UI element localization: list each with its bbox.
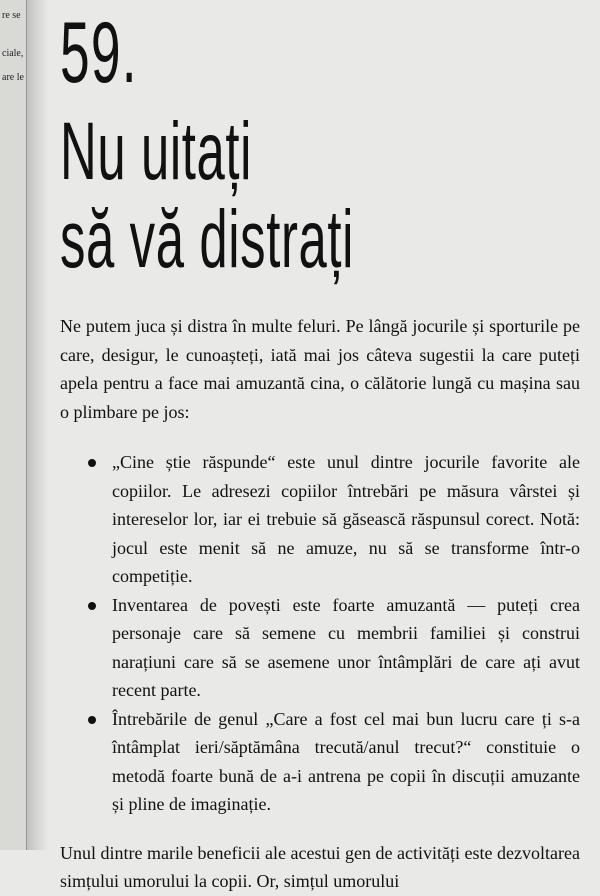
bullet-icon bbox=[88, 716, 96, 724]
body-text bbox=[60, 312, 580, 896]
chapter-title bbox=[60, 108, 354, 284]
list-item bbox=[88, 705, 580, 819]
list-item bbox=[88, 591, 580, 705]
list-item-text: Întrebările de genul „Care a fost cel mai bun lucru care ți s-a întâmplat ieri/săptămâna trecută/anul trecut?“ constituie o metodă foarte bună de a-i antrena pe copii în discuții amuzante și pline de imaginație. bbox=[112, 708, 580, 814]
gutter-fragment: ciale, bbox=[2, 48, 24, 59]
gutter-fragment: are le bbox=[2, 72, 24, 83]
list-item-text: Inventarea de povești este foarte amuzantă — puteți crea personaje care să semene cu membrii familiei și construi narațiuni care să se asemene unor întâmplări de care ați avut recent parte. bbox=[112, 594, 580, 700]
chapter-title-line: Nu uitați bbox=[60, 106, 253, 197]
intro-text: Ne putem juca și distra în multe feluri. Pe lângă jocurile și sporturile pe care, desigur, le cunoașteți, iată mai jos câteva sugestii la care puteți apela pentru a face mai amuzantă cina, o călătorie lungă cu mașina sau o plimbare pe jos: bbox=[60, 316, 580, 422]
gutter-fragment: re se bbox=[2, 10, 21, 21]
list-item bbox=[88, 448, 580, 591]
chapter-title-line: să vă distrați bbox=[60, 194, 355, 285]
bullet-icon bbox=[88, 459, 96, 467]
book-page bbox=[60, 0, 580, 891]
bullet-icon bbox=[88, 602, 96, 610]
closing-paragraph bbox=[60, 839, 580, 896]
suggestion-list bbox=[60, 448, 580, 819]
list-item-text: „Cine știe răspunde“ este unul dintre jocurile favorite ale copiilor. Le adresezi copiilor întrebări pe măsura vârstei și intereselor lor, iar ei trebuie să găsească răspunsul corect. Notă: jocul este menit să ne amuze, nu să se transforme într-o competiție. bbox=[112, 452, 580, 586]
page-fold-shadow bbox=[26, 0, 48, 850]
chapter-number: 59. bbox=[60, 5, 138, 101]
previous-page-gutter bbox=[0, 0, 27, 850]
intro-paragraph bbox=[60, 312, 580, 426]
closing-text: Unul dintre marile beneficii ale acestui gen de activități este dezvoltarea simțului umorului la copii. Or, simțul umorului bbox=[60, 842, 580, 891]
